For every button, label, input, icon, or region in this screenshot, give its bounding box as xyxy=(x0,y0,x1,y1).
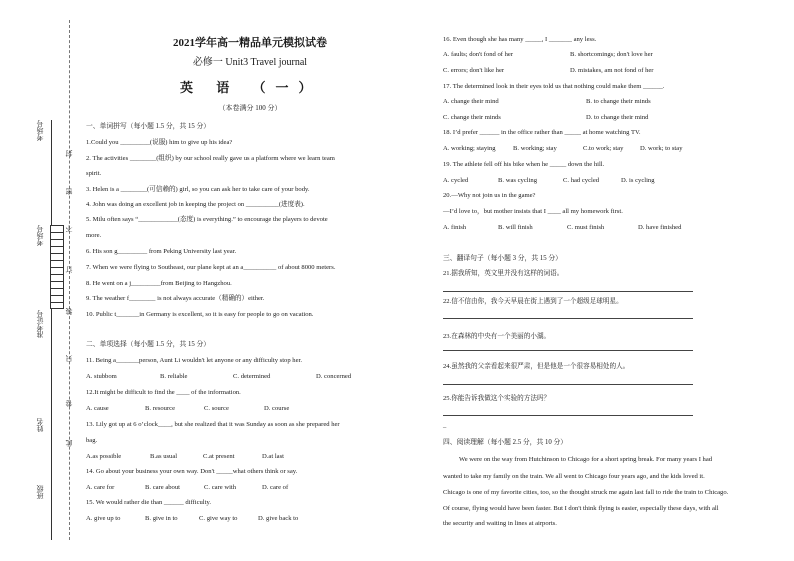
q18-option-d: D. work; to stay xyxy=(640,145,683,152)
exam-number-boxes xyxy=(50,225,64,309)
q14-option-c: C. care with xyxy=(204,484,237,491)
total-score: （本卷满分 100 分） xyxy=(218,104,282,112)
q15-option-b: B. give in to xyxy=(145,515,178,522)
q19-option-d: D. is cycling xyxy=(621,177,655,184)
q20: 20.—Why not join us in the game? xyxy=(443,192,536,199)
q11: 11. Being a_______person, Aunt Li wouldn't let anyone or any difficulty stop her. xyxy=(86,357,303,364)
q4: 4. John was doing an excellent job in keeping the project on __________(进度表). xyxy=(86,201,305,208)
q13: 13. Lily got up at 6 o’clock____, but she realized that it was Sunday as soon as she prepared her xyxy=(86,421,340,428)
q21: 21.据我所知，英文里并没有这样的词语。 xyxy=(443,270,564,277)
paper-subject: 英 语 （一） xyxy=(180,80,322,95)
q16-option-c: C. errors; don't like her xyxy=(443,67,505,74)
q13-option-a: A.as possible xyxy=(86,453,122,460)
q17-option-d: D. to change their mind xyxy=(586,114,649,121)
q19-option-b: B. was cycling xyxy=(498,177,538,184)
q8: 8. He went on a j_________from Beijing to Hangzhou. xyxy=(86,280,232,287)
passage-line-3: Chicago is one of my favorite cities, too, so the thought struck me again last fall to ride the train to Chicago. xyxy=(443,489,729,496)
q2: 2. The activities ________(组织) by our school really gave us a platform where we learn team xyxy=(86,155,335,162)
q2-cont: spirit. xyxy=(86,170,102,177)
q11-option-b: B. reliable xyxy=(160,373,188,380)
q11-option-c: C. determined xyxy=(233,373,271,380)
side-char-zhi: 只 xyxy=(65,355,73,362)
q5: 5. Milu often says “____________(态度) is everything.” to encourage the players to devote xyxy=(86,216,328,223)
field-name: 姓名 xyxy=(36,418,44,432)
q14-option-a: A. care for xyxy=(86,484,115,491)
binding-line xyxy=(51,120,52,540)
q18: 18. I’d prefer ______ in the office rather than _____ at home watching TV. xyxy=(443,129,641,136)
q15-option-c: C. give way to xyxy=(199,515,238,522)
field-seat-number: 考场号 xyxy=(36,120,44,141)
q14: 14. Go about your business your own way. Don't _____what others think or say. xyxy=(86,468,298,475)
q22: 22.信不信由你，我今天早晨在街上遇到了一个超级足球明星。 xyxy=(443,298,623,305)
field-exam-room: 考场号 xyxy=(36,225,44,246)
section4-heading: 四、阅读理解（每小题 2.5 分，共 10 分） xyxy=(443,439,568,446)
q12-option-a: A. cause xyxy=(86,405,109,412)
q19: 19. The athlete fell off his bike when he _____ down the hill. xyxy=(443,161,605,168)
q17-option-b: B. to change their minds xyxy=(586,98,651,105)
q3: 3. Helen is a ________(可信赖的) girl, so you can ask her to take care of your body. xyxy=(86,186,310,193)
q16-option-b: B. shortcomings; don't love her xyxy=(570,51,653,58)
q13-option-d: D.at last xyxy=(262,453,284,460)
passage-line-2: wanted to take my family on the train. We all went to Chicago four years ago, and the kids loved it. xyxy=(443,473,705,480)
side-char-ci: 此 xyxy=(65,440,73,447)
q14-option-b: B. care about xyxy=(145,484,180,491)
q20-option-b: B. will finish xyxy=(498,224,533,231)
section3-dash: _ xyxy=(443,422,447,429)
q17: 17. The determined look in their eyes told us that nothing could make them ______. xyxy=(443,83,665,90)
section2-heading: 二、单项选择（每小题 1.5 分，共 15 分） xyxy=(86,341,211,348)
q24-answer-line xyxy=(443,384,693,385)
q12: 12.It might be difficult to find the ____ of the information. xyxy=(86,389,241,396)
paper-title: 2021学年高一精品单元模拟试卷 xyxy=(173,37,327,49)
q22-answer-line xyxy=(443,318,693,319)
side-char-mi: 密 xyxy=(65,188,73,195)
side-char-bu: 不 xyxy=(65,225,73,232)
side-char-ding: 订 xyxy=(65,266,73,273)
q12-option-b: B. resource xyxy=(145,405,176,412)
q17-option-c: C. change their minds xyxy=(443,114,501,121)
q7: 7. When we were flying to Southeast, our plane kept at an a__________ of about 8000 meters. xyxy=(86,264,336,271)
q10: 10. Public t_______in Germany is excellent, so it is easy for people to go on vacation. xyxy=(86,311,314,318)
q25: 25.你能告诉我做这个实验的方法吗？ xyxy=(443,395,551,402)
q13-option-b: B.as usual xyxy=(150,453,178,460)
field-admission-number: 准考证号 xyxy=(36,310,44,338)
q20-option-a: A. finish xyxy=(443,224,467,231)
q18-option-c: C.to work; stay xyxy=(583,145,624,152)
q23-answer-line xyxy=(443,350,693,351)
section1-heading: 一、单词拼写（每小题 1.5 分，共 15 分） xyxy=(86,123,211,130)
q20-cont: —I’d love to，but mother insists that I ____ all my homework first. xyxy=(443,208,623,215)
q19-option-a: A. cycled xyxy=(443,177,469,184)
q20-option-c: C. must finish xyxy=(567,224,605,231)
side-char-zhuang: 装 xyxy=(65,308,73,315)
q16: 16. Even though she has many _____, I _______ any less. xyxy=(443,36,597,43)
section3-heading: 三、翻译句子（每小题 3 分，共 15 分） xyxy=(443,255,562,262)
q16-option-d: D. mistakes, am not fond of her xyxy=(570,67,654,74)
q18-option-b: B. working; stay xyxy=(513,145,557,152)
q14-option-d: D. care of xyxy=(262,484,289,491)
q9: 9. The weather f________ is not always accurate（精确的）either. xyxy=(86,295,265,302)
field-class: 班级 xyxy=(36,485,44,499)
passage-line-4: Of course, flying would have been faster. But I don't think flying is easier, especially these days, with all xyxy=(443,505,719,512)
q15-option-d: D. give back to xyxy=(258,515,299,522)
q20-option-d: D. have finished xyxy=(638,224,682,231)
q21-answer-line xyxy=(443,291,693,292)
q15: 15. We would rather die than ______ difficulty. xyxy=(86,499,211,506)
passage-line-1: We were on the way from Hutchinson to Chicago for a short spring break. For many years I had xyxy=(459,456,713,463)
paper-subtitle: 必修一 Unit3 Travel journal xyxy=(192,57,308,68)
q5-cont: more. xyxy=(86,232,102,239)
q17-option-a: A. change their mind xyxy=(443,98,499,105)
q16-option-a: A. faults; don't fond of her xyxy=(443,51,514,58)
q25-answer-line xyxy=(443,415,693,416)
side-char-juan: 卷 xyxy=(65,400,73,407)
q11-option-d: D. concerned xyxy=(316,373,352,380)
q13-cont: bag. xyxy=(86,437,98,444)
q24: 24.虽然我的父亲看起来很严肃，但是他是一个很容易相处的人。 xyxy=(443,363,630,370)
passage-line-5: the security and waiting in lines at airports. xyxy=(443,520,557,527)
q19-option-c: C. had cycled xyxy=(563,177,600,184)
q11-option-a: A. stubbom xyxy=(86,373,117,380)
q1: 1.Could you _________(说服) him to give up his idea? xyxy=(86,139,233,146)
q23: 23.在森林的中央有一个美丽的小湖。 xyxy=(443,333,551,340)
q6: 6. His son g_________ from Peking University last year. xyxy=(86,248,237,255)
side-char-feng: 封 xyxy=(65,150,73,157)
q13-option-c: C.at present xyxy=(203,453,235,460)
q18-option-a: A. working; staying xyxy=(443,145,496,152)
q15-option-a: A. give up to xyxy=(86,515,121,522)
q12-option-d: D. course xyxy=(264,405,290,412)
binding-dashed-line xyxy=(69,20,70,540)
q12-option-c: C. source xyxy=(204,405,229,412)
